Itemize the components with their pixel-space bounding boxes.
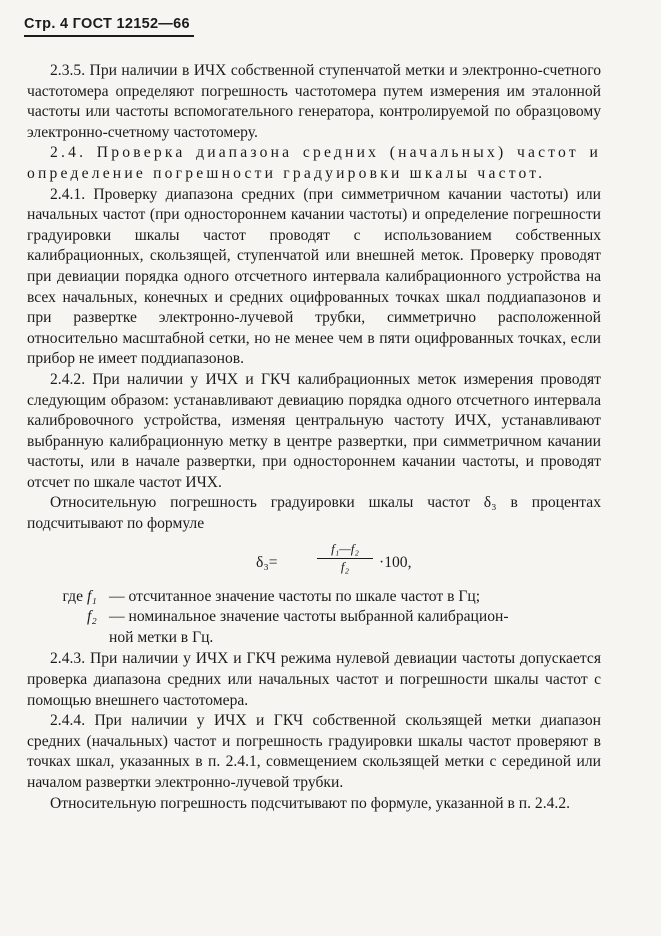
definition-symbol: f₂ — [87, 608, 97, 626]
paragraph-2-4-2: 2.4.2. При наличии у ИЧХ и ГКЧ калибрационных меток измерения проводят следующим образом: устанавливают девиацию порядка одного отсчетного интервала калибровочного устройства, изменяя центральную частоту ИЧХ, устанавливают выбранную калибрационную метку в центре развертки, при симметричном качании частоты, или в начале развертки, при одностороннем качании частоты, и проводят отсчет по шкале частот ИЧХ. — [27, 370, 601, 491]
definition-where: где — [62, 587, 83, 605]
body-text — [27, 61, 601, 814]
definition-row — [27, 607, 601, 628]
formula-numerator: f₁—f₂ — [317, 541, 373, 559]
paragraph-2-3-5: 2.3.5. При наличии в ИЧХ собственной ступенчатой метки и электронно-счетного частотомера определяют погрешность частотомера путем измерения им эталонной частоты или частоты вспомогательного генератора, контролируемой по образцовому электронно-счетному частотомеру. — [27, 62, 601, 141]
formula-fraction — [317, 541, 373, 575]
paragraph-final: Относительную погрешность подсчитывают по формуле, указанной в п. 2.4.2. — [50, 794, 571, 812]
definition-continuation: ной метки в Гц. — [109, 628, 214, 646]
formula-definitions — [27, 587, 601, 649]
formula-lhs: δ₃= — [256, 553, 278, 571]
paragraph-2-4-3: 2.4.3. При наличии у ИЧХ и ГКЧ режима нулевой девиации частоты допускается проверка диапазона средних или начальных частот и погрешности шкалы частот с помощью внешнего частотомера. — [27, 650, 601, 709]
definition-row — [27, 587, 601, 608]
paragraph-2-4-4: 2.4.4. При наличии у ИЧХ и ГКЧ собственной скользящей метки диапазон средних (начальных) частот и погрешность градуировки шкалы частот проверяют в точках шкал, указанных в п. 2.4.1, совмещением скользящей метки с серединой или началом развертки электронно-лучевой трубки. — [27, 712, 601, 791]
paragraph-2-4-1: 2.4.1. Проверку диапазона средних (при симметричном качании частоты) или начальных частот (при одностороннем качании частоты) и определение погрешности градуировки шкалы частот проводят с использованием собственных калибрационных, скользящей, ступенчатой или внешней меток. Проверку проводят при девиации порядка одного отсчетного интервала калибрационного устройства на всех начальных, конечных и средних оцифрованных точках шкал поддиапазонов и при развертке электронно-лучевой трубки, симметрично расположенной относительно масштабной сетки, но не менее чем в пяти оцифрованных точках, если прибор не имеет поддиапазонов. — [27, 185, 601, 368]
page-header: Стр. 4 ГОСТ 12152—66 — [24, 16, 194, 37]
section-heading-2-4: 2.4. Проверка диапазона средних (начальных) частот и определение погрешности градуировки шкалы частот. — [27, 144, 601, 182]
formula-denominator: f₂ — [340, 558, 350, 574]
definition-text: — отсчитанное значение частоты по шкале частот в Гц; — [109, 587, 481, 605]
definition-symbol: f₁ — [87, 587, 97, 605]
definition-text: — номинальное значение частоты выбранной калибрацион- — [109, 608, 509, 626]
formula-rhs: ·100, — [379, 553, 412, 571]
formula — [27, 539, 601, 585]
formula-intro: Относительную погрешность градуировки шкалы частот δ₃ в процентах подсчитывают по формуле — [27, 494, 601, 533]
